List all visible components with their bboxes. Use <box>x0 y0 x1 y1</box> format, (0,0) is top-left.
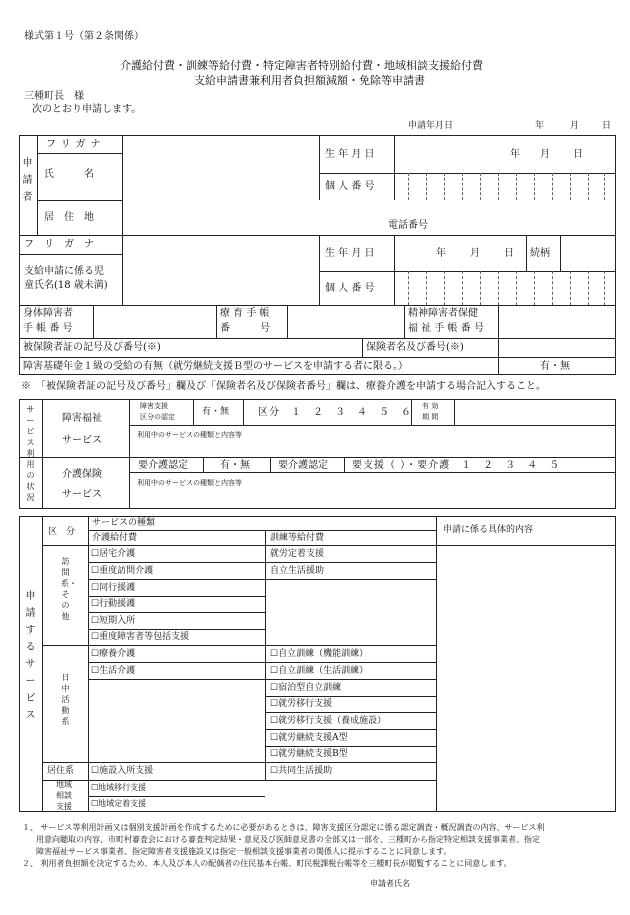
houmon-kaigo-item[interactable]: ☐短期入所 <box>91 616 136 626</box>
chiiki-item[interactable]: ☐地域移行支援 <box>91 783 147 792</box>
care-label-2: サービス <box>62 489 102 500</box>
applicant-birth-day: 日 <box>573 149 583 160</box>
category-label-2: 区分の認定 <box>140 413 175 421</box>
detail-header: 申請に係る具体的内容 <box>443 525 534 535</box>
houmon-kaigo-item[interactable]: ☐重度障害者等包括支援 <box>91 632 190 642</box>
welfare-label-2: サービス <box>62 435 102 446</box>
care-cert-label: 要介護認定 <box>138 460 188 471</box>
care-cert-label-2: 要介護認定 <box>278 460 328 471</box>
mental-cert-label-2: 福 祉 手 帳 番 号 <box>408 323 484 334</box>
nichu-kunren-item[interactable]: ☐宿泊型自立訓練 <box>270 683 342 693</box>
pension-value: 有・無 <box>540 361 570 372</box>
houmon-kunren-item: 就労定着支援 <box>270 549 325 559</box>
nichu-kunren-item[interactable]: ☐就労移行支援（養成施設） <box>270 716 387 726</box>
mental-cert-label-1: 精神障害者保健 <box>408 308 478 319</box>
application-date-day: 日 <box>602 121 612 131</box>
service-class-header: 区 分 <box>48 527 76 537</box>
service-section-label: 申請するサービス <box>25 591 36 721</box>
applicant-furigana-label: フリガナ <box>46 139 106 150</box>
child-name-label-1: 支給申請に係る児 <box>24 266 104 277</box>
insurance-card-label: 被保険者証の記号及び番号(※) <box>23 342 161 353</box>
chiiki-label-1: 地域 <box>56 780 72 789</box>
insurer-label: 保険者名及び番号(※) <box>366 342 464 353</box>
insurance-note: ※ 「被保険者証の記号及び番号」欄及び「保険者名及び保険者番号」欄は、療養介護を申請する場合記入すること。 <box>21 381 546 392</box>
pension-label: 障害基礎年金１級の受給の有無（就労継続支援Ｂ型のサービスを申請する者に限る。） <box>23 361 408 372</box>
nichu-kunren-item[interactable]: ☐就労継続支援B型 <box>270 749 348 759</box>
care-label-1: 介護保険 <box>62 469 102 480</box>
child-mynumber-label: 個 人 番 号 <box>325 283 375 294</box>
footnote-2: ２、 利用者負担額を決定するため、本人及び本人の配偶者の住民基本台帳、町民税課税台帳等を三種町長が閲覧することに同意します。 <box>22 859 512 868</box>
houmon-label: 訪問系・その他 <box>61 557 77 621</box>
nichu-kunren-item[interactable]: ☐自立訓練（機能訓練） <box>270 649 369 659</box>
kyoju-kunren-item[interactable]: ☐共同生活援助 <box>270 766 333 776</box>
care-yes-no: 有・無 <box>220 460 250 471</box>
nichu-kaigo-item[interactable]: ☐療養介護 <box>91 649 136 659</box>
applicant-section-label: 申請者 <box>22 158 33 203</box>
physical-cert-label-1: 身体障害者 <box>23 308 73 319</box>
addressee: 三種町長 様 <box>24 91 84 102</box>
applicant-address-label: 居 住 地 <box>44 212 94 223</box>
form-title-line2: 支給申請書兼利用者負担額減額・免除等申請書 <box>194 74 425 87</box>
care-levels: 要支援（ ）・要介護 １ ２ ３ ４ ５ <box>352 460 561 471</box>
application-date-year: 年 <box>535 121 545 131</box>
validity-label-2: 期 間 <box>422 413 439 421</box>
validity-label-1: 有 効 <box>422 402 439 410</box>
form-number: 様式第１号（第２条関係） <box>24 31 144 42</box>
footnote-1-line-2: 用意向聴取の内容、市町村審査会における審査判定結果・意見及び医師意見書の全部又は一部を、三種町から指定特定相談支援事業者、指定 <box>36 835 540 844</box>
kaigo-header: 介護給付費 <box>92 533 138 543</box>
intro-text: 次のとおり申請します。 <box>32 104 142 115</box>
child-birthdate-label: 生 年 月 日 <box>325 248 375 259</box>
category-yes-no: 有・無 <box>202 407 230 417</box>
applicant-birth-year: 年 <box>510 149 520 160</box>
category-label-1: 障害支援 <box>140 402 168 410</box>
nichu-kunren-item[interactable]: ☐就労移行支援 <box>270 699 333 709</box>
care-in-use-label: 利用中のサービスの種類と内容等 <box>137 479 242 487</box>
welfare-in-use-label: 利用中のサービスの種類と内容等 <box>137 431 242 439</box>
signature-label: 申請者氏名 <box>370 879 410 888</box>
kyoju-kaigo-item[interactable]: ☐施設入所支援 <box>91 766 154 776</box>
kunren-header: 訓練等給付費 <box>270 533 325 543</box>
houmon-kaigo-item[interactable]: ☐同行援護 <box>91 583 136 593</box>
child-birth-day: 日 <box>504 248 514 259</box>
houmon-kunren-item: 自立生活援助 <box>270 566 325 576</box>
nichu-kunren-item[interactable]: ☐自立訓練（生活訓練） <box>270 666 369 676</box>
nichu-label: 日中活動系 <box>61 673 70 726</box>
child-name-label-2: 童氏名(18 歳未満) <box>24 280 108 291</box>
application-date-month: 月 <box>570 121 580 131</box>
applicant-phone-label: 電話番号 <box>388 220 428 231</box>
welfare-label-1: 障害福祉 <box>62 413 102 424</box>
usage-section-label: サービス利用の状況 <box>26 405 35 502</box>
footnote-1-line-3: 障害福祉サービス事業者、指定障害者支援施設又は指定一般相談支援事業者の関係人に提示することに同意します。 <box>36 847 452 856</box>
houmon-kaigo-item[interactable]: ☐行動援護 <box>91 599 136 609</box>
form-title-line1: 介護給付費・訓練等給付費・特定障害者特別給付費・地域相談支援給付費 <box>120 59 483 72</box>
footnote-1-line-1: １、 サービス等利用計画又は個別支援計画を作成するために必要があるときは、障害支援区分認定に係る認定調査・概況調査の内容、サービス利 <box>22 823 545 832</box>
physical-cert-label-2: 手 帳 番 号 <box>23 323 73 334</box>
applicant-name-label: 氏 名 <box>44 169 94 180</box>
category-levels: 区分 １ ２ ３ ４ ５ ６ <box>258 407 412 418</box>
houmon-kaigo-item[interactable]: ☐重度訪問介護 <box>91 566 154 576</box>
kyoju-label: 居住系 <box>47 766 75 776</box>
child-birth-month: 月 <box>470 248 480 259</box>
ryoiku-cert-label-1: 療 育 手 帳 <box>220 308 270 319</box>
chiiki-label-2: 相談 <box>56 791 72 800</box>
applicant-birthdate-label: 生 年 月 日 <box>325 149 375 160</box>
child-relation-label: 続柄 <box>530 248 550 259</box>
chiiki-label-3: 支援 <box>56 802 72 811</box>
nichu-kunren-item[interactable]: ☐就労継続支援A型 <box>270 733 348 743</box>
applicant-mynumber-label: 個 人 番 号 <box>325 181 375 192</box>
application-date-label: 申請年月日 <box>408 121 454 131</box>
applicant-birth-month: 月 <box>540 149 550 160</box>
nichu-kaigo-item[interactable]: ☐生活介護 <box>91 666 136 676</box>
child-birth-year: 年 <box>436 248 446 259</box>
ryoiku-cert-label-2: 番 号 <box>220 323 270 334</box>
houmon-kaigo-item[interactable]: ☐居宅介護 <box>91 549 136 559</box>
child-furigana-label: フ リ ガ ナ <box>24 239 94 250</box>
chiiki-item[interactable]: ☐地域定着支援 <box>91 799 147 808</box>
service-type-header: サービスの種類 <box>92 518 156 528</box>
